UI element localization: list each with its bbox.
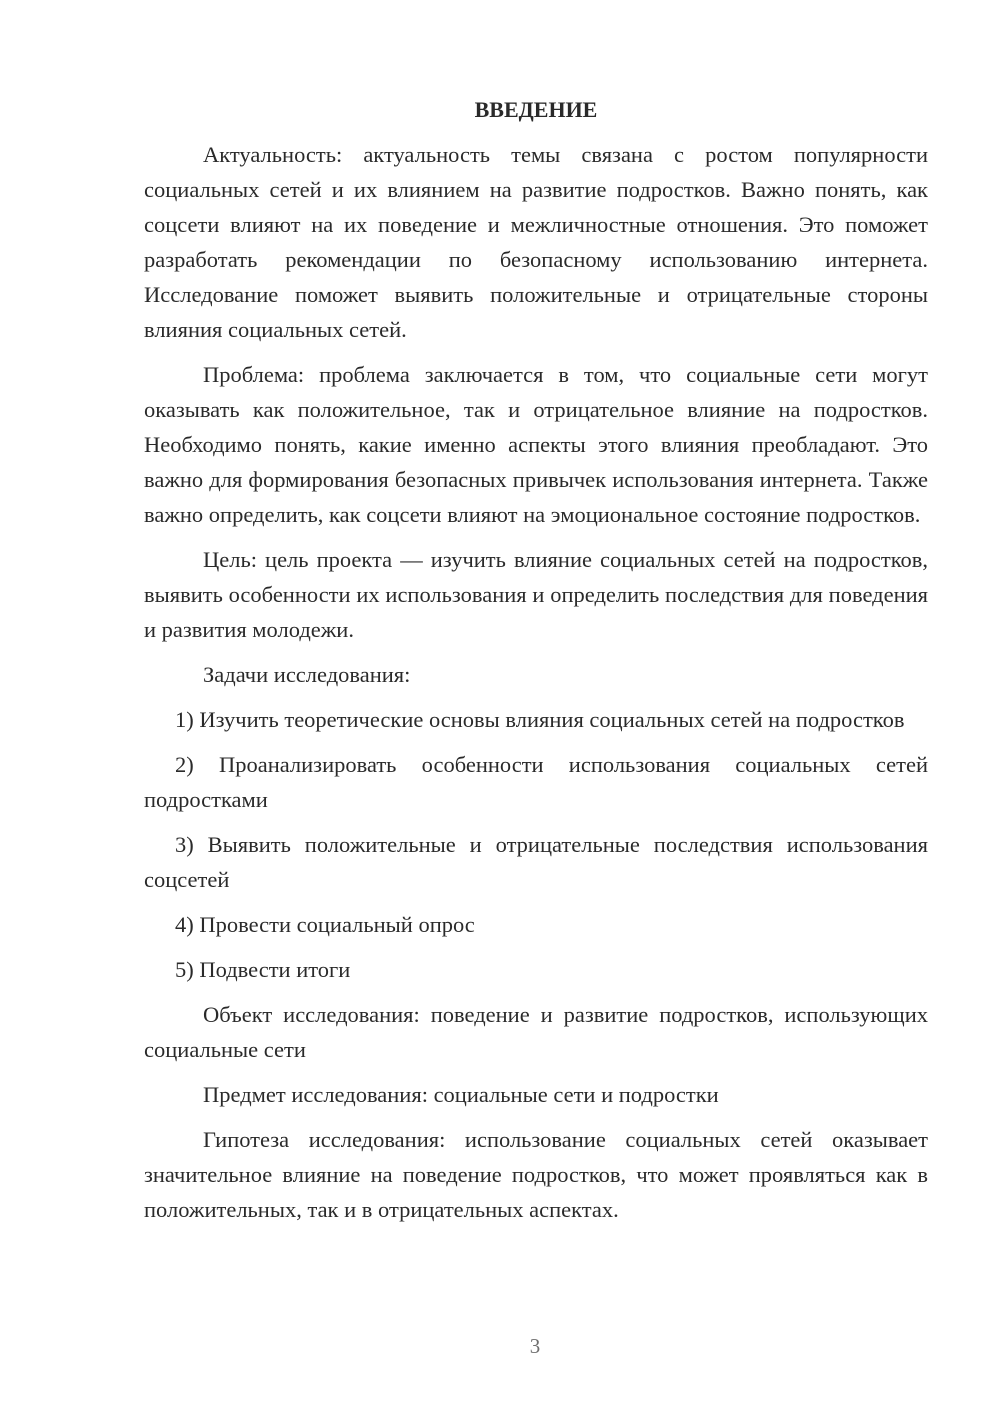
- paragraph-problem: Проблема: проблема заключается в том, что социальные сети могут оказывать как положительное, так и отрицательное влияние на подростков. Необходимо понять, какие именно аспекты этого влияния преобладают. Это важно для формирования безопасных привычек использования интернета. Также важно определить, как соцсети влияют на эмоциональное состояние подростков.: [144, 362, 928, 527]
- document-body: [144, 92, 928, 1227]
- task-item-5: 5) Подвести итоги: [175, 957, 351, 982]
- task-item-3: 3) Выявить положительные и отрицательные последствия использования соцсетей: [144, 832, 928, 892]
- task-item-1: 1) Изучить теоретические основы влияния социальных сетей на подростков: [175, 707, 905, 732]
- task-item-2: 2) Проанализировать особенности использования социальных сетей подростками: [144, 752, 928, 812]
- paragraph-hypothesis: Гипотеза исследования: использование социальных сетей оказывает значительное влияние на поведение подростков, что может проявляться как в положительных, так и в отрицательных аспектах.: [144, 1127, 928, 1222]
- paragraph-relevance: Актуальность: актуальность темы связана с ростом популярности социальных сетей и их влиянием на развитие подростков. Важно понять, как соцсети влияют на их поведение и межличностные отношения. Это поможет разработать рекомендации по безопасному использованию интернета. Исследование поможет выявить положительные и отрицательные стороны влияния социальных сетей.: [144, 142, 928, 342]
- page-number: 3: [529, 1334, 541, 1358]
- paragraph-subject: Предмет исследования: социальные сети и подростки: [203, 1082, 719, 1107]
- task-item-4: 4) Провести социальный опрос: [175, 912, 475, 937]
- tasks-heading: Задачи исследования:: [203, 662, 411, 687]
- document-title: ВВЕДЕНИЕ: [474, 97, 598, 122]
- paragraph-object: Объект исследования: поведение и развитие подростков, использующих социальные сети: [144, 1002, 928, 1062]
- paragraph-goal: Цель: цель проекта — изучить влияние социальных сетей на подростков, выявить особенности их использования и определить последствия для поведения и развития молодежи.: [144, 547, 928, 642]
